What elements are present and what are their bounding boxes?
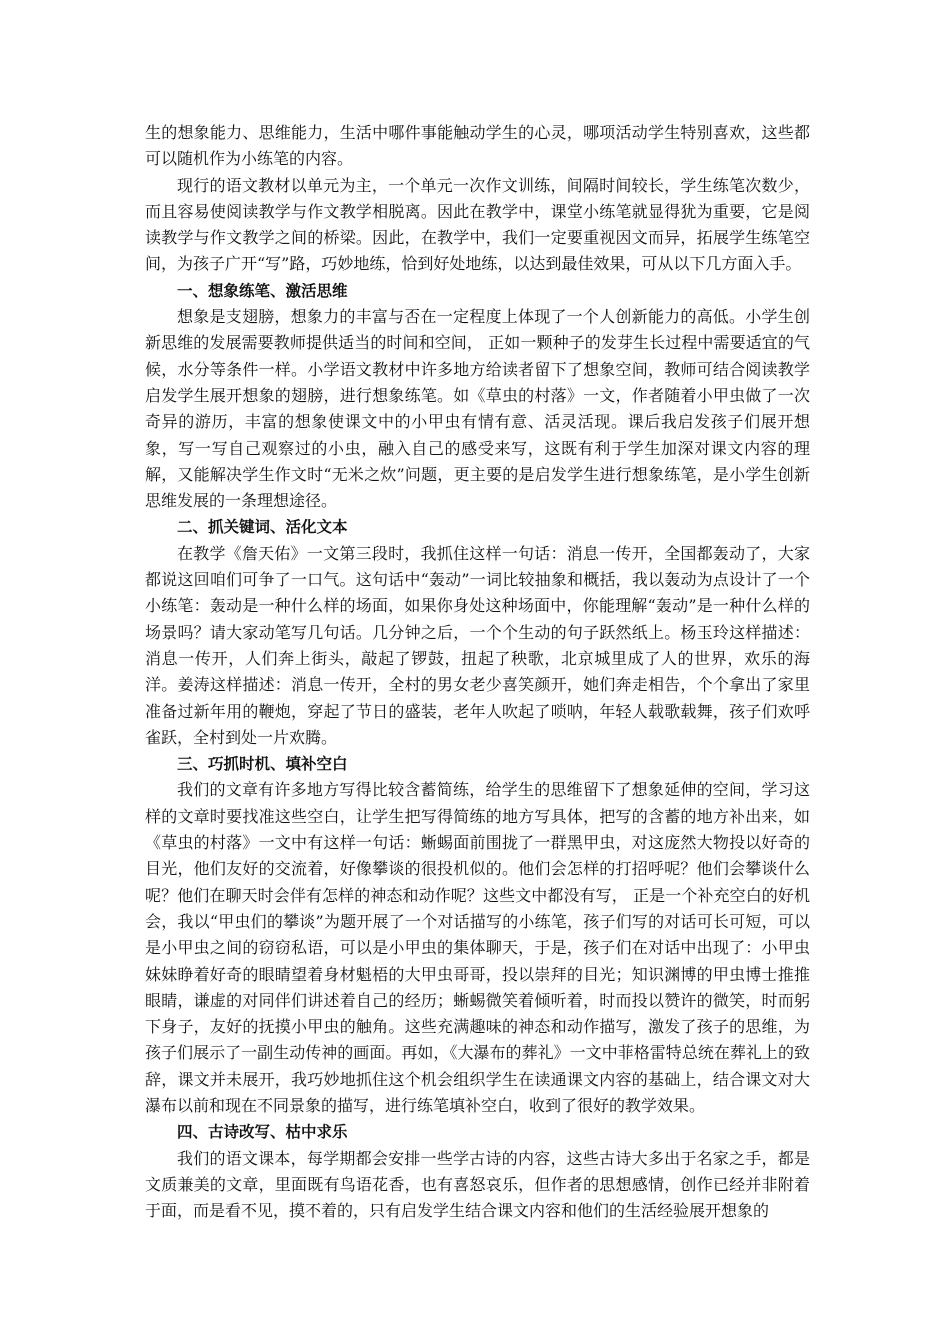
intro-paragraph: 现行的语文教材以单元为主，一个单元一次作文训练，间隔时间较长，学生练笔次数少，而且容易使阅读教学与作文教学相脱离。因此在教学中，课堂小练笔就显得犹为重要，它是阅读教学与作文教学之间的桥梁。因此，在教学中，我们一定要重视因文而异，拓展学生练笔空间，为孩子广开“写”路，巧妙地练，恰到好处地练，以达到最佳效果，可从以下几方面入手。 <box>145 175 810 274</box>
section-1-heading: 一、想象练笔、激活思维 <box>177 281 348 300</box>
section-4-body: 我们的语文课本，每学期都会安排一些学古诗的内容，这些古诗大多出于名家之手，都是文质兼美的文章，里面既有鸟语花香，也有喜怒哀乐，但作者的思想感情，创作已经并非附着于面，而是看不见，摸不着的，只有启发学生结合课文内容和他们的生活经验展开想象的 <box>145 1148 810 1221</box>
section-2-body: 在教学《詹天佑》一文第三段时，我抓住这样一句话：消息一传开，全国都轰动了，大家都说这回咱们可争了一口气。这句话中“轰动”一词比较抽象和概括，我以轰动为点设计了一个小练笔：轰动是一种什么样的场面，如果你身处这种场面中，你能理解“轰动”是一种什么样的场景吗？请大家动笔写几句话。几分钟之后，一个个生动的句子跃然纸上。杨玉玲这样描述：消息一传开，人们奔上街头，敲起了锣鼓，扭起了秧歌，北京城里成了人的世界，欢乐的海洋。姜涛这样描述：消息一传开，全村的男女老少喜笑颜开，她们奔走相告，个个拿出了家里准备过新年用的鞭炮，穿起了节日的盛装，老年人吹起了唢呐，年轻人载歌载舞，孩子们欢呼雀跃，全村到处一片欢腾。 <box>145 543 810 747</box>
section-3-heading: 三、巧抓时机、填补空白 <box>177 755 348 774</box>
intro-continuation: 生的想象能力、思维能力，生活中哪件事能触动学生的心灵，哪项活动学生特别喜欢，这些都可以随机作为小练笔的内容。 <box>145 123 810 169</box>
section-1-body: 想象是支翅膀，想象力的丰富与否在一定程度上体现了一个人创新能力的高低。小学生创新思维的发展需要教师提供适当的时间和空间， 正如一颗种子的发芽生长过程中需要适宜的气候，水分等条件一样。小学语文教材中许多地方给读者留下了想象空间，教师可结合阅读教学启发学生展开想象的翅膀，进行想象练笔。如《草虫的村落》一文，作者随着小甲虫做了一次奇异的游历，丰富的想象使课文中的小甲虫有情有意、活灵活现。课后我启发孩子们展开想象，写一写自己观察过的小虫，融入自己的感受来写，这既有利于学生加深对课文内容的理解，又能解决学生作文时“无米之炊”问题，更主要的是启发学生进行想象练笔，是小学生创新思维发展的一条理想途径。 <box>145 307 810 511</box>
section-4-heading: 四、古诗改写、枯中求乐 <box>177 1123 348 1142</box>
section-2-heading: 二、抓关键词、活化文本 <box>177 518 348 537</box>
section-3-body: 我们的文章有许多地方写得比较含蓄简练，给学生的思维留下了想象延伸的空间，学习这样的文章时要找准这些空白，让学生把写得简练的地方写具体，把写的含蓄的地方补出来，如《草虫的村落》一文中有这样一句话：蜥蜴面前围拢了一群黑甲虫，对这庞然大物投以好奇的目光，他们友好的交流着，好像攀谈的很投机似的。他们会怎样的打招呼呢？他们会攀谈什么呢？他们在聊天时会伴有怎样的神态和动作呢？这些文中都没有写， 正是一个补充空白的好机会，我以“甲虫们的攀谈”为题开展了一个对话描写的小练笔，孩子们写的对话可长可短，可以是小甲虫之间的窃窃私语，可以是小甲虫的集体聊天，于是，孩子们在对话中出现了：小甲虫妹妹睁着好奇的眼睛望着身材魁梧的大甲虫哥哥，投以崇拜的目光；知识渊博的甲虫博士推推眼睛，谦虚的对同伴们讲述着自己的经历；蜥蜴微笑着倾听着，时而投以赞许的微笑，时而躬下身子，友好的抚摸小甲虫的触角。这些充满趣味的神态和动作描写，激发了孩子的思维，为孩子们展示了一副生动传神的画面。再如，《大瀑布的葬礼》一文中菲格雷特总统在葬礼上的致辞，课文并未展开，我巧妙地抓住这个机会组织学生在读通课文内容的基础上，结合课文对大瀑布以前和现在不同景象的描写，进行练笔填补空白，收到了很好的教学效果。 <box>145 780 810 1115</box>
